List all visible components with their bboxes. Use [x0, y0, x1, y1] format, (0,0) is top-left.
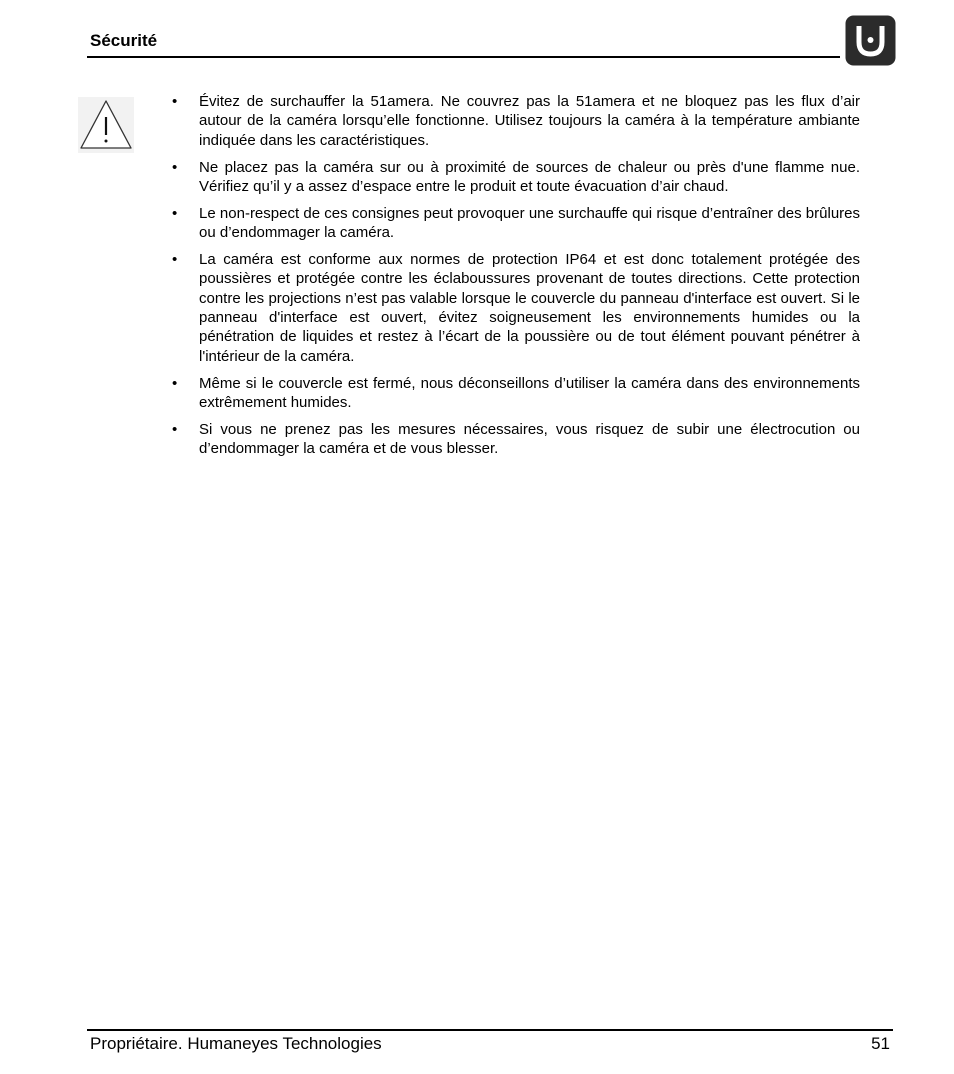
list-item: • Même si le couvercle est fermé, nous déconseillons d’utiliser la caméra dans des environnements extrêmement humides.: [172, 374, 860, 411]
humaneyes-logo-icon: [845, 15, 896, 66]
bullet-icon: •: [172, 420, 178, 438]
page-title: Sécurité: [90, 31, 158, 50]
list-item: • Ne placez pas la caméra sur ou à proximité de sources de chaleur ou près d'une flamme nue. Vérifiez qu’il y a assez d’espace entre le produit et toute évacuation d’air chaud.: [172, 158, 860, 195]
safety-list: [166, 92, 860, 458]
bullet-icon: •: [172, 204, 178, 222]
list-item: • Si vous ne prenez pas les mesures nécessaires, vous risquez de subir une électrocution ou d’endommager la caméra et de vous blesser.: [172, 420, 860, 458]
list-item: • Le non-respect de ces consignes peut provoquer une surchauffe qui risque d’entraîner des brûlures ou d’endommager la caméra.: [172, 204, 860, 242]
page-number: 51: [871, 1034, 890, 1053]
bullet-icon: •: [172, 158, 178, 176]
header-divider: [87, 56, 840, 58]
footer-divider: [87, 1029, 893, 1031]
list-item: • La caméra est conforme aux normes de protection IP64 et est donc totalement protégée des poussières et protégée contre les éclaboussures provenant de toutes directions. Cette protection contre les projections n’est pas valable lorsque le couvercle du panneau d'interface est ouvert. Si le panneau d'interface est ouvert, évitez soigneusement les environnements humides ou la pénétration de liquides et restez à l’écart de la poussière ou de tout élément pouvant pénétrer à l'intérieur de la caméra.: [172, 251, 860, 365]
list-item: • Évitez de surchauffer la 51amera. Ne couvrez pas la 51amera et ne bloquez pas les flux d’air autour de la caméra lorsqu’elle fonctionne. Utilisez toujours la caméra à la température ambiante indiquée dans les caractéristiques.: [172, 93, 860, 149]
footer-copyright: Propriétaire. Humaneyes Technologies: [90, 1034, 382, 1053]
bullet-icon: •: [172, 93, 178, 110]
safety-content: [166, 92, 860, 466]
warning-triangle-icon: [78, 97, 134, 153]
bullet-icon: •: [172, 374, 178, 392]
bullet-icon: •: [172, 251, 178, 269]
